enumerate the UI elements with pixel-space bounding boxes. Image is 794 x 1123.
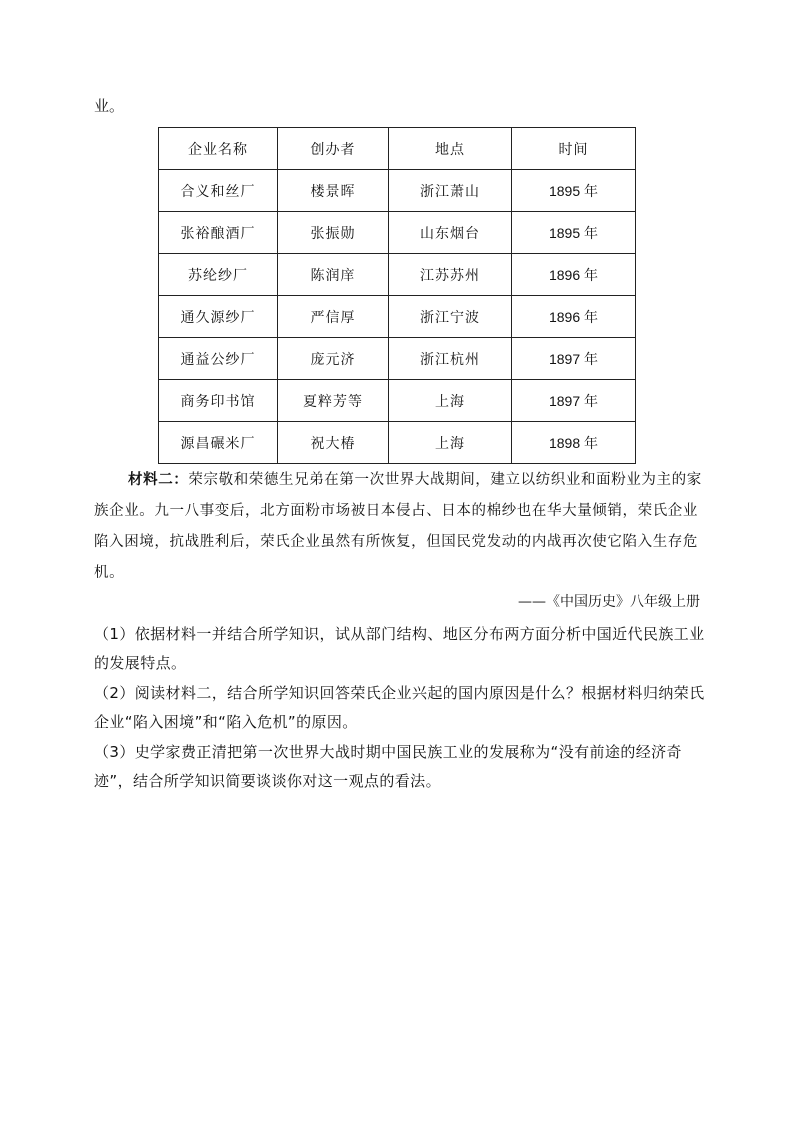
cell-enterprise-name: 张裕酿酒厂	[159, 212, 278, 254]
header-enterprise-name: 企业名称	[159, 128, 278, 170]
cell-founder: 庞元济	[278, 338, 389, 380]
table-row	[159, 338, 636, 380]
source-citation: ——《中国历史》八年级上册	[518, 594, 700, 610]
cell-enterprise-name: 商务印书馆	[159, 380, 278, 422]
question-item: （3）史学家费正清把第一次世界大战时期中国民族工业的发展称为“没有前途的经济奇迹”，结合所学知识简要谈谈你对这一观点的看法。	[94, 743, 682, 790]
table-row	[159, 254, 636, 296]
table-row	[159, 212, 636, 254]
cell-time: 1895 年	[512, 212, 636, 254]
cell-time: 1898 年	[512, 422, 636, 464]
material-two-label: 材料二：	[128, 471, 189, 488]
cell-enterprise-name: 通益公纱厂	[159, 338, 278, 380]
cell-location: 浙江萧山	[389, 170, 512, 212]
table-row	[159, 380, 636, 422]
cell-founder: 严信厚	[278, 296, 389, 338]
table-header-row	[159, 128, 636, 170]
material-two-text: 荣宗敬和荣德生兄弟在第一次世界大战期间，建立以纺织业和面粉业为主的家族企业。九一八事变后，北方面粉市场被日本侵占、日本的棉纱也在华大量倾销，荣氏企业陷入困境，抗战胜利后，荣氏企业虽然有所恢复，但国民党发动的内战再次使它陷入生存危机。	[94, 472, 702, 581]
question-item: （2）阅读材料二，结合所学知识回答荣氏企业兴起的国内原因是什么？根据材料归纳荣氏企业“陷入困境”和“陷入危机”的原因。	[94, 684, 705, 731]
cell-enterprise-name: 苏纶纱厂	[159, 254, 278, 296]
material-two-paragraph	[94, 464, 706, 589]
question-item: （1）依据材料一并结合所学知识，试从部门结构、地区分布两方面分析中国近代民族工业的发展特点。	[94, 625, 705, 672]
header-location: 地点	[389, 128, 512, 170]
cell-founder: 楼景晖	[278, 170, 389, 212]
cell-founder: 夏粹芳等	[278, 380, 389, 422]
cell-founder: 陈润庠	[278, 254, 389, 296]
cell-time: 1896 年	[512, 254, 636, 296]
cell-location: 浙江杭州	[389, 338, 512, 380]
cell-enterprise-name: 通久源纱厂	[159, 296, 278, 338]
table-row	[159, 422, 636, 464]
table-row	[159, 296, 636, 338]
cell-time: 1896 年	[512, 296, 636, 338]
table-row	[159, 170, 636, 212]
cell-location: 上海	[389, 380, 512, 422]
question-list	[94, 620, 706, 797]
cell-time: 1897 年	[512, 380, 636, 422]
cell-location: 山东烟台	[389, 212, 512, 254]
cell-enterprise-name: 合义和丝厂	[159, 170, 278, 212]
cell-time: 1895 年	[512, 170, 636, 212]
cell-time: 1897 年	[512, 338, 636, 380]
enterprise-table	[158, 127, 636, 464]
header-founder: 创办者	[278, 128, 389, 170]
cell-founder: 张振勋	[278, 212, 389, 254]
cell-location: 上海	[389, 422, 512, 464]
cell-enterprise-name: 源昌碾米厂	[159, 422, 278, 464]
cell-location: 江苏苏州	[389, 254, 512, 296]
lead-text: 业。	[94, 97, 125, 115]
cell-founder: 祝大椿	[278, 422, 389, 464]
cell-location: 浙江宁波	[389, 296, 512, 338]
header-time: 时间	[512, 128, 636, 170]
